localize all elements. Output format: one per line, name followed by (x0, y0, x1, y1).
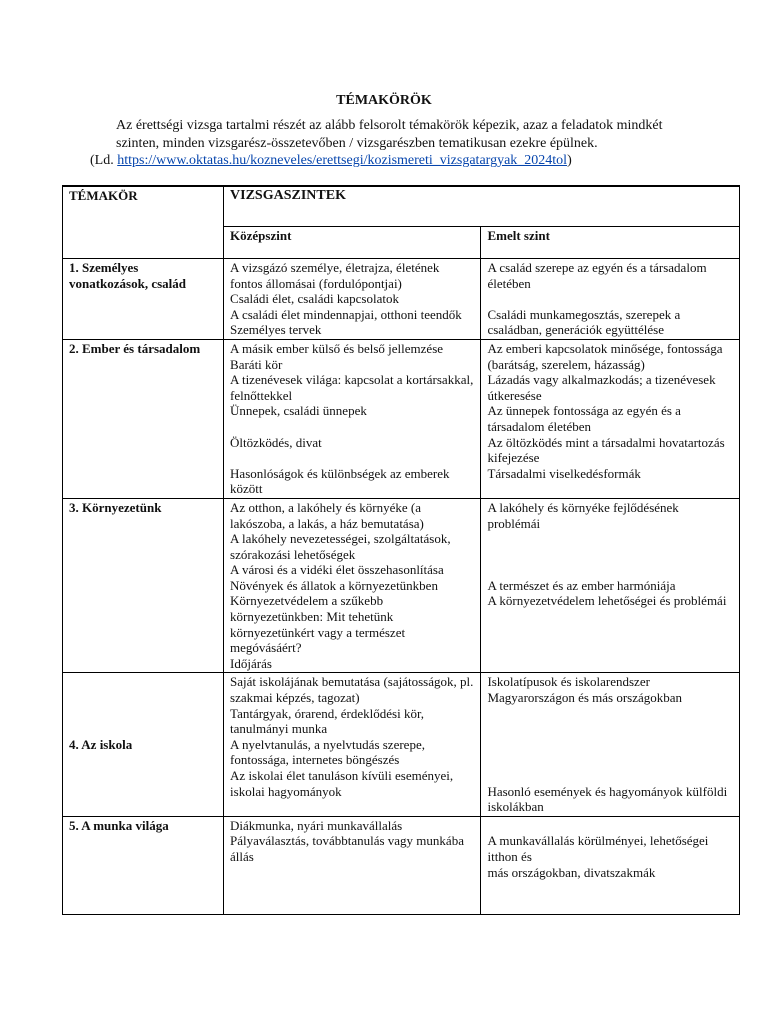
table-row (63, 673, 740, 816)
mid-cell (224, 259, 481, 340)
adv-item: Hasonló események és hagyományok külföldi iskolákban (487, 783, 728, 815)
adv-cell (481, 498, 740, 673)
table-row (63, 498, 740, 673)
intro-text: Az érettségi vizsga tartalmi részét az alább felsorolt témakörök képezik, azaz a feladatok mindkét szinten, minden vizsgarész-összetevőben / vizsgarészben tematikusan ezekre épülnek. (116, 118, 663, 151)
header-adv: Emelt szint (481, 227, 740, 259)
adv-cell (481, 259, 740, 340)
table-row (63, 816, 740, 914)
mid-item: A vizsgázó személye, életrajza, életének fontos állomásai (fordulópontjai) (230, 260, 440, 291)
mid-cell (224, 673, 481, 816)
intro-ld: (Ld. (90, 153, 118, 168)
intro-reference (90, 152, 690, 170)
mid-item: Diákmunka, nyári munkavállalás (230, 817, 403, 833)
mid-item: Az otthon, a lakóhely és környéke (a lakószoba, a lakás, a ház bemutatása) (230, 499, 424, 531)
adv-item: Az öltözködés mint a társadalmi hovatartozás kifejezése (487, 434, 725, 466)
adv-item: A természet és az ember harmóniája (487, 577, 676, 593)
adv-cell (481, 816, 740, 914)
adv-item: A környezetvédelem lehetőségei és problémái (487, 593, 727, 609)
adv-item: A lakóhely és környéke fejlődésének problémái (487, 499, 679, 531)
header-mid: Középszint (224, 227, 481, 259)
adv-cell (481, 673, 740, 816)
topic-cell: 2. Ember és társadalom (63, 339, 224, 498)
topic-cell: 1. Személyes vonatkozások, család (63, 259, 224, 340)
topics-table (62, 185, 740, 915)
adv-item: A munkavállalás körülményei, lehetőségei itthon és (487, 833, 709, 864)
mid-item: Tantárgyak, órarend, érdeklődési kör, tanulmányi munka (230, 705, 425, 737)
mid-item: A másik ember külső és belső jellemzése (230, 340, 444, 356)
mid-item: Ünnepek, családi ünnepek (230, 403, 367, 419)
adv-item: más országokban, divatszakmák (487, 864, 656, 880)
adv-item: Lázadás vagy alkalmazkodás; a tizenévesek útkeresése (487, 372, 716, 403)
mid-item: Baráti kör (230, 356, 283, 372)
page-title: TÉMAKÖRÖK (336, 93, 432, 108)
header-row (63, 186, 740, 227)
mid-item: Időjárás (230, 655, 272, 671)
mid-item: Az iskolai élet tanuláson kívüli eseményei, iskolai hagyományok (230, 768, 454, 799)
mid-item: A családi élet mindennapjai, otthoni teendők (230, 306, 462, 322)
adv-item: Az ünnepek fontossága az egyén és a társadalom életében (487, 403, 681, 434)
intro-paragraph (90, 117, 690, 170)
mid-item: Családi élet, családi kapcsolatok (230, 291, 399, 307)
header-levels: VIZSGASZINTEK (224, 186, 740, 227)
mid-item: Hasonlóságok és különbségek az emberek között (230, 465, 450, 497)
topic-cell: 3. Környezetünk (63, 498, 224, 673)
mid-item: A lakóhely nevezetességei, szolgáltatások, szórakozási lehetőségek (230, 531, 451, 562)
adv-item: Az emberi kapcsolatok minősége, fontossága (barátság, szerelem, házasság) (487, 340, 723, 372)
mid-cell (224, 339, 481, 498)
adv-cell (481, 339, 740, 498)
mid-item: Növények és állatok a környezetünkben (230, 577, 438, 593)
adv-item: A család szerepe az egyén és a társadalom életében (487, 260, 707, 291)
intro-close: ) (567, 153, 572, 168)
mid-item: Saját iskolájának bemutatása (sajátosságok, pl. szakmai képzés, tagozat) (230, 674, 474, 706)
topic-cell: 5. A munka világa (63, 816, 224, 914)
adv-item: Iskolatípusok és iskolarendszer Magyarországon és más országokban (487, 674, 683, 706)
mid-cell (224, 816, 481, 914)
adv-item: Társadalmi viselkedésformák (487, 465, 641, 481)
mid-item: Pályaválasztás, továbbtanulás vagy munkába állás (230, 833, 464, 864)
table-row (63, 339, 740, 498)
mid-item: Személyes tervek (230, 322, 322, 338)
adv-item: Családi munkamegosztás, szerepek a családban, generációk együttélése (487, 306, 681, 338)
mid-item: Öltözködés, divat (230, 434, 322, 450)
mid-item: Környezetvédelem a szűkebb környezetünkben: Mit tehetünk környezetünkért vagy a természet megóvásáért? (230, 593, 406, 656)
table-row (63, 259, 740, 340)
reference-link[interactable]: https://www.oktatas.hu/kozneveles/erettsegi/kozismereti_vizsgatargyak_2024tol (117, 153, 568, 168)
mid-cell (224, 498, 481, 673)
mid-item: A nyelvtanulás, a nyelvtudás szerepe, fontossága, internetes böngészés (230, 736, 425, 768)
header-topic: TÉMAKÖR (63, 186, 224, 259)
topic-cell: 4. Az iskola (63, 673, 224, 816)
mid-item: A városi és a vidéki élet összehasonlítása (230, 562, 444, 578)
mid-item: A tizenévesek világa: kapcsolat a kortársakkal, felnőttekkel (230, 372, 474, 403)
